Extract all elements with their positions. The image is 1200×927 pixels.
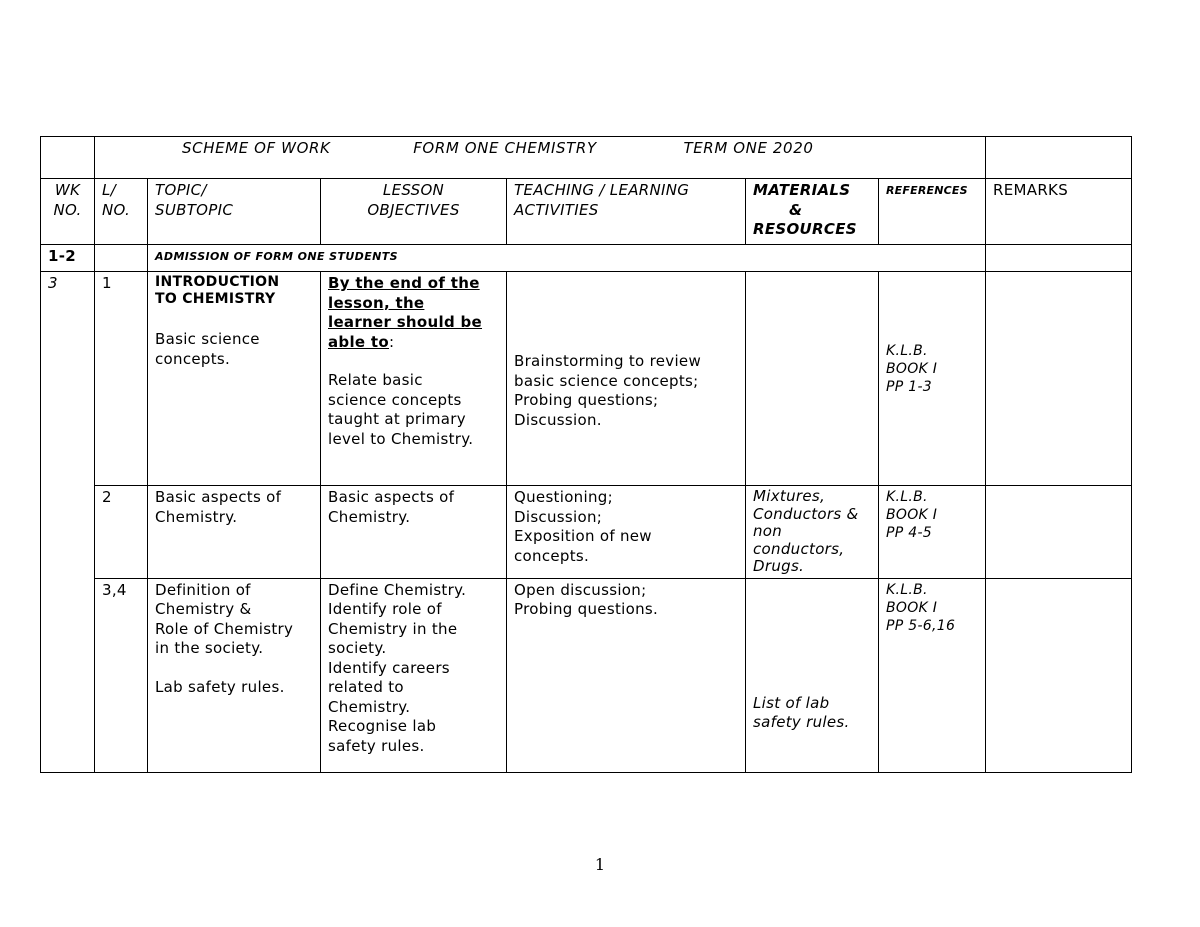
- objectives-colon: :: [388, 332, 395, 351]
- objectives-cell: [321, 486, 507, 579]
- subtopic-line: concepts.: [155, 349, 231, 368]
- lesson-number: 1: [95, 272, 148, 486]
- objectives-cell: [321, 578, 507, 772]
- title-remarks-cell: [986, 137, 1132, 179]
- activities-cell: [507, 578, 746, 772]
- title-cell: [95, 137, 986, 179]
- page-number: 1: [594, 855, 606, 874]
- reference-line: BOOK I: [886, 599, 938, 616]
- activity-line: Discussion;: [514, 507, 603, 526]
- admission-remarks-cell: [986, 245, 1132, 272]
- activities-cell: [507, 486, 746, 579]
- lesson-row: [41, 272, 1132, 486]
- objectives-intro-line: able to: [328, 332, 389, 351]
- material-line: Drugs.: [753, 557, 805, 575]
- header-activities: [507, 179, 746, 245]
- reference-line: K.L.B.: [886, 581, 928, 598]
- objective-line: society.: [328, 639, 387, 657]
- admission-lno-cell: [95, 245, 148, 272]
- lesson-row: [41, 486, 1132, 579]
- lesson-row: [41, 578, 1132, 772]
- references-cell: [879, 578, 986, 772]
- header-objectives-line: OBJECTIVES: [367, 200, 460, 219]
- topic-title-line: INTRODUCTION: [155, 274, 280, 290]
- header-materials: [746, 179, 879, 245]
- header-materials-line: &: [789, 200, 803, 219]
- objective-line: Identify careers: [328, 658, 450, 677]
- material-line: List of lab: [753, 693, 830, 712]
- activity-line: Questioning;: [514, 488, 613, 506]
- header-wk: [41, 179, 95, 245]
- activity-line: Discussion.: [514, 410, 602, 429]
- admission-row: [41, 245, 1132, 272]
- objective-line: level to Chemistry.: [328, 429, 474, 448]
- reference-line: PP 5-6,16: [886, 617, 956, 634]
- activity-line: Exposition of new: [514, 527, 652, 545]
- lesson-number: 3,4: [95, 578, 148, 772]
- week-cell: 3: [41, 272, 95, 773]
- objective-line: related to: [328, 678, 404, 696]
- header-remarks: REMARKS: [986, 179, 1132, 245]
- header-lno-line: NO.: [102, 200, 131, 219]
- objective-line: Chemistry.: [328, 507, 411, 526]
- objective-line: Define Chemistry.: [328, 580, 467, 599]
- objective-line: taught at primary: [328, 410, 466, 428]
- remarks-cell: [986, 578, 1132, 772]
- remarks-cell: [986, 486, 1132, 579]
- header-topic-line: TOPIC/: [155, 181, 207, 199]
- references-cell: [879, 272, 986, 486]
- objective-line: Recognise lab: [328, 717, 437, 735]
- activity-line: Open discussion;: [514, 580, 647, 599]
- header-topic: [148, 179, 321, 245]
- title-blank-cell: [41, 137, 95, 179]
- subtopic-line: Role of Chemistry: [155, 619, 294, 638]
- material-line: Mixtures,: [753, 487, 826, 505]
- activity-line: Brainstorming to review: [514, 352, 702, 370]
- objectives-intro-line: lesson, the: [328, 293, 425, 312]
- activity-line: Probing questions.: [514, 600, 659, 618]
- admission-text: ADMISSION OF FORM ONE STUDENTS: [148, 245, 986, 272]
- subtopic-line: in the society.: [155, 639, 264, 657]
- material-line: non: [753, 522, 783, 540]
- header-objectives: [321, 179, 507, 245]
- activity-line: concepts.: [514, 546, 590, 565]
- subtopic-line: Chemistry &: [155, 600, 252, 618]
- header-lno: [95, 179, 148, 245]
- reference-line: BOOK I: [886, 507, 938, 523]
- topic-cell: [148, 272, 321, 486]
- subtopic-line: Chemistry.: [155, 507, 238, 526]
- reference-line: BOOK I: [886, 361, 938, 377]
- subtopic-line: Lab safety rules.: [155, 677, 285, 696]
- header-references: REFERENCES: [879, 179, 986, 245]
- objective-line: Chemistry.: [328, 697, 411, 716]
- material-line: conductors,: [753, 539, 845, 558]
- remarks-cell: [986, 272, 1132, 486]
- materials-cell: [746, 578, 879, 772]
- header-wk-line: WK: [54, 181, 81, 199]
- header-lno-line: L/: [102, 181, 117, 199]
- objectives-intro-line: By the end of the: [328, 274, 480, 292]
- header-materials-line: RESOURCES: [753, 220, 857, 238]
- header-row: [41, 179, 1132, 245]
- subtopic-line: Basic science: [155, 330, 260, 348]
- subtopic-line: Basic aspects of: [155, 488, 282, 506]
- topic-cell: [148, 486, 321, 579]
- header-objectives-line: LESSON: [382, 181, 445, 199]
- objective-line: Relate basic: [328, 371, 423, 389]
- header-topic-line: SUBTOPIC: [155, 200, 234, 219]
- scheme-of-work-table: [40, 136, 1132, 773]
- header-activities-line: ACTIVITIES: [514, 200, 599, 219]
- objectives-cell: [321, 272, 507, 486]
- lesson-number: 2: [95, 486, 148, 579]
- topic-title-line: TO CHEMISTRY: [155, 291, 276, 307]
- header-activities-line: TEACHING / LEARNING: [514, 181, 690, 199]
- objectives-intro-line: learner should be: [328, 313, 483, 331]
- references-cell: [879, 486, 986, 579]
- term-title: TERM ONE 2020: [683, 139, 814, 157]
- activity-line: basic science concepts;: [514, 371, 699, 390]
- objective-line: Chemistry in the: [328, 619, 458, 638]
- subtopic-line: Definition of: [155, 580, 251, 599]
- reference-line: PP 4-5: [886, 525, 933, 541]
- objective-line: science concepts: [328, 390, 462, 409]
- objective-line: Basic aspects of: [328, 488, 455, 506]
- topic-cell: [148, 578, 321, 772]
- reference-line: K.L.B.: [886, 489, 928, 505]
- header-materials-line: MATERIALS: [753, 181, 851, 199]
- material-line: Conductors &: [753, 504, 859, 523]
- header-wk-line: NO.: [53, 200, 82, 219]
- form-title: FORM ONE CHEMISTRY: [413, 139, 597, 157]
- admission-wk: 1-2: [41, 245, 95, 272]
- activity-line: Probing questions;: [514, 391, 659, 409]
- reference-line: K.L.B.: [886, 343, 928, 359]
- reference-line: PP 1-3: [886, 379, 933, 395]
- material-line: safety rules.: [753, 713, 850, 731]
- scheme-title: SCHEME OF WORK: [182, 139, 331, 157]
- materials-cell: [746, 486, 879, 579]
- objective-line: safety rules.: [328, 736, 425, 755]
- materials-cell: [746, 272, 879, 486]
- title-row: [41, 137, 1132, 179]
- activities-cell: [507, 272, 746, 486]
- objective-line: Identify role of: [328, 600, 442, 618]
